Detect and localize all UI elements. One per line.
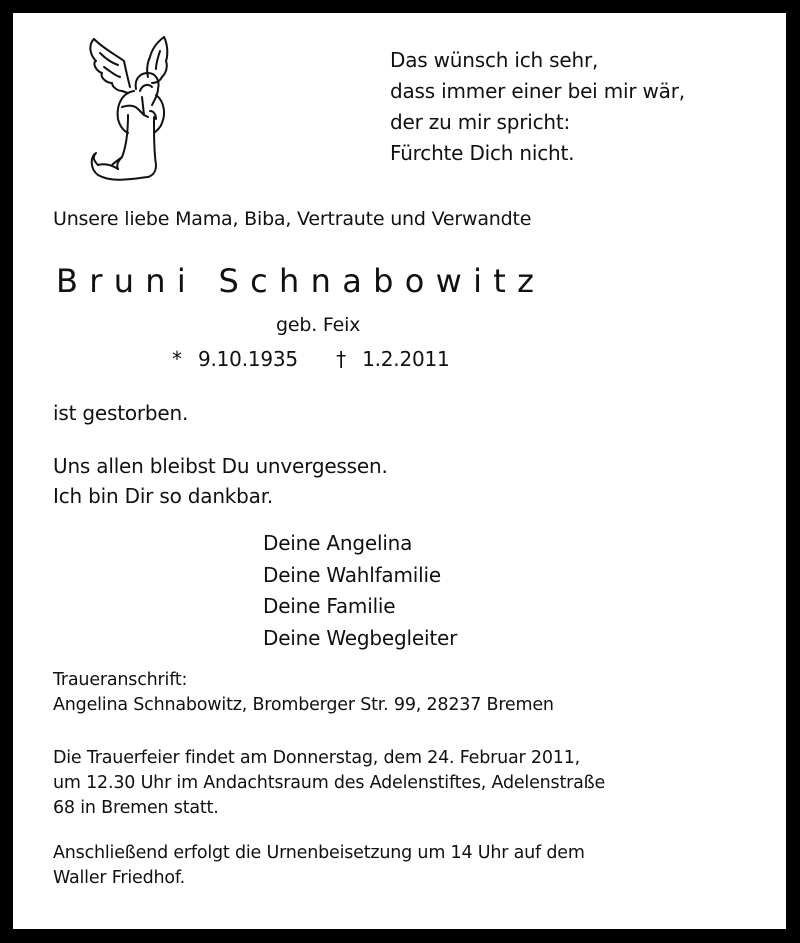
praying-angel-icon: [82, 31, 174, 183]
poem-line: Das wünsch ich sehr,: [390, 48, 599, 72]
poem: [390, 45, 685, 169]
poem-line: der zu mir spricht:: [390, 110, 571, 134]
intro-text: Unsere liebe Mama, Biba, Vertraute und Verwandte: [53, 208, 532, 230]
remembrance-text: [53, 451, 388, 511]
funeral-service-info: [53, 746, 605, 821]
life-dates: [172, 345, 450, 373]
burial-line: Waller Friedhof.: [53, 868, 185, 888]
death-date: † 1.2.2011: [336, 347, 450, 371]
poem-line: dass immer einer bei mir wär,: [390, 79, 685, 103]
service-line: Die Trauerfeier findet am Donnerstag, dem 24. Februar 2011,: [53, 748, 581, 768]
service-line: 68 in Bremen statt.: [53, 798, 219, 818]
remembrance-line: Ich bin Dir so dankbar.: [53, 484, 274, 508]
signature-line: Deine Angelina: [263, 531, 413, 555]
signature-line: Deine Wegbegleiter: [263, 625, 458, 650]
signature-line: Deine Wahlfamilie: [263, 562, 441, 587]
service-line: um 12.30 Uhr im Andachtsraum des Adelenstiftes, Adelenstraße: [53, 773, 606, 793]
mourning-address: Angelina Schnabowitz, Bromberger Str. 99, 28237 Bremen: [53, 695, 554, 715]
burial-line: Anschließend erfolgt die Urnenbeisetzung um 14 Uhr auf dem: [53, 843, 585, 863]
signature-line: Deine Familie: [263, 594, 396, 618]
birth-date: * 9.10.1935: [172, 347, 298, 371]
birth-name: geb. Feix: [276, 314, 361, 336]
died-text: ist gestorben.: [53, 401, 189, 425]
obituary-notice: [13, 13, 786, 929]
burial-info: [53, 841, 585, 891]
remembrance-line: Uns allen bleibst Du unvergessen.: [53, 454, 388, 478]
deceased-name: Bruni Schnabowitz: [56, 262, 546, 300]
poem-line: Fürchte Dich nicht.: [390, 141, 575, 165]
mourning-address-label: Traueranschrift:: [53, 670, 188, 690]
signatures: [263, 528, 457, 654]
